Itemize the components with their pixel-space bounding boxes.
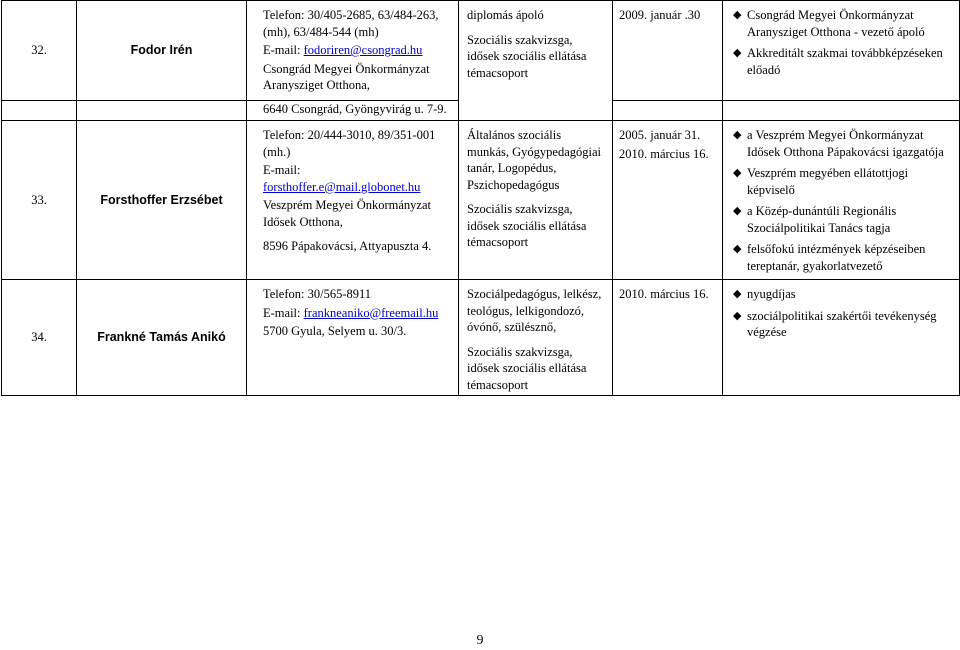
address-text: 8596 Pápakovácsi, Attyapuszta 4. [263,239,432,253]
address-cell [247,101,459,121]
address-text: 5700 Gyula, Selyem u. 30/3. [263,324,407,338]
table-row [2,280,960,396]
roles-cell [723,1,960,101]
row-number: 33. [2,121,77,280]
roles-cell [723,280,960,396]
list-item: ◆ a Veszprém Megyei Önkormányzat Idősek Otthona Pápakovácsi igazgatója [733,128,944,159]
list-item: ◆ Veszprém megyében ellátottjogi képviselő [733,166,909,197]
email-line [263,162,452,195]
list-item: ◆ Csongrád Megyei Önkormányzat Aranysziget Otthona - vezető ápoló [733,8,925,39]
bullet-icon: ◆ [733,9,742,21]
date-text: 2010. március 16. [619,287,709,301]
date-text: 2009. január .30 [619,8,701,22]
contact-cell [247,1,459,101]
qualification-text: Általános szociális munkás, Gyógypedagógiai tanár, Logopédus, Pszichopedagógus [467,128,602,192]
qualification-text: Szociális szakvizsga, idősek szociális ellátása témacsoport [467,202,587,249]
dates-cell [613,280,723,396]
email-line [263,305,452,322]
dates-cell [613,1,723,101]
expert-register-table [1,0,960,396]
list-item: ◆ felsőfokú intézmények képzéseiben tereptanár, gyakorlatvezető [733,242,926,273]
row-number: 32. [2,1,77,101]
table-row [2,121,960,280]
email-link[interactable]: frankneaniko@freemail.hu [303,305,439,320]
phone-text: Telefon: 30/405-2685, 63/484-263, (mh), 63/484-544 (mh) [263,8,439,39]
bullet-icon: ◆ [733,288,742,300]
list-item: ◆ a Közép-dunántúli Regionális Szociálpolitikai Tanács tagja [733,204,897,235]
email-line [263,42,452,59]
qualification-text: Szociálpedagógus, lelkész, teológus, lelkigondozó, óvónő, szülésznő, [467,287,602,334]
org-text: Veszprém Megyei Önkormányzat Idősek Otthona, [263,198,431,229]
date-text: 2010. március 16. [619,146,709,161]
email-link[interactable]: fodoriren@csongrad.hu [303,43,423,57]
org-text: Csongrád Megyei Önkormányzat Aranysziget Otthona, [263,61,430,92]
phone-text: Telefon: 30/565-8911 [263,287,372,301]
email-label: E-mail: [263,163,301,177]
bullet-icon: ◆ [733,243,742,255]
qualification-cell [459,280,613,396]
roles-cell [723,121,960,280]
phone-text: Telefon: 20/444-3010, 89/351-001 (mh.) [263,128,436,159]
expert-name: Frankné Tamás Anikó [77,280,247,396]
bullet-icon: ◆ [733,309,742,322]
qualification-text: Szociális szakvizsga, idősek szociális ellátása témacsoport [467,32,587,80]
address-text: 6640 Csongrád, Gyöngyvirág u. 7-9. [263,102,447,116]
dates-cell [613,121,723,280]
table-row [2,1,960,101]
list-item: ◆ nyugdíjas [733,287,796,301]
email-label: E-mail: [263,305,304,320]
list-item: ◆ Akkreditált szakmai továbbképzéseken előadó [733,46,943,77]
bullet-icon: ◆ [733,47,742,59]
row-number: 34. [2,280,77,396]
qualification-cell [459,121,613,280]
contact-cell [247,280,459,396]
date-text: 2005. január 31. [619,128,701,142]
expert-name: Forsthoffer Erzsébet [77,121,247,280]
bullet-icon: ◆ [733,129,742,141]
email-label: E-mail: [263,43,304,57]
bullet-icon: ◆ [733,167,742,179]
expert-name: Fodor Irén [77,1,247,101]
bullet-icon: ◆ [733,205,742,217]
qualification-text: diplomás ápoló [467,8,544,22]
qualification-cell [459,1,613,121]
qualification-text: Szociális szakvizsga, idősek szociális ellátása témacsoport [467,344,587,392]
page-number: 9 [476,633,484,648]
list-item: ◆ szociálpolitikai szakértői tevékenység végzése [733,308,937,339]
contact-cell [247,121,459,280]
email-link[interactable]: forsthoffer.e@mail.globonet.hu [263,179,421,194]
